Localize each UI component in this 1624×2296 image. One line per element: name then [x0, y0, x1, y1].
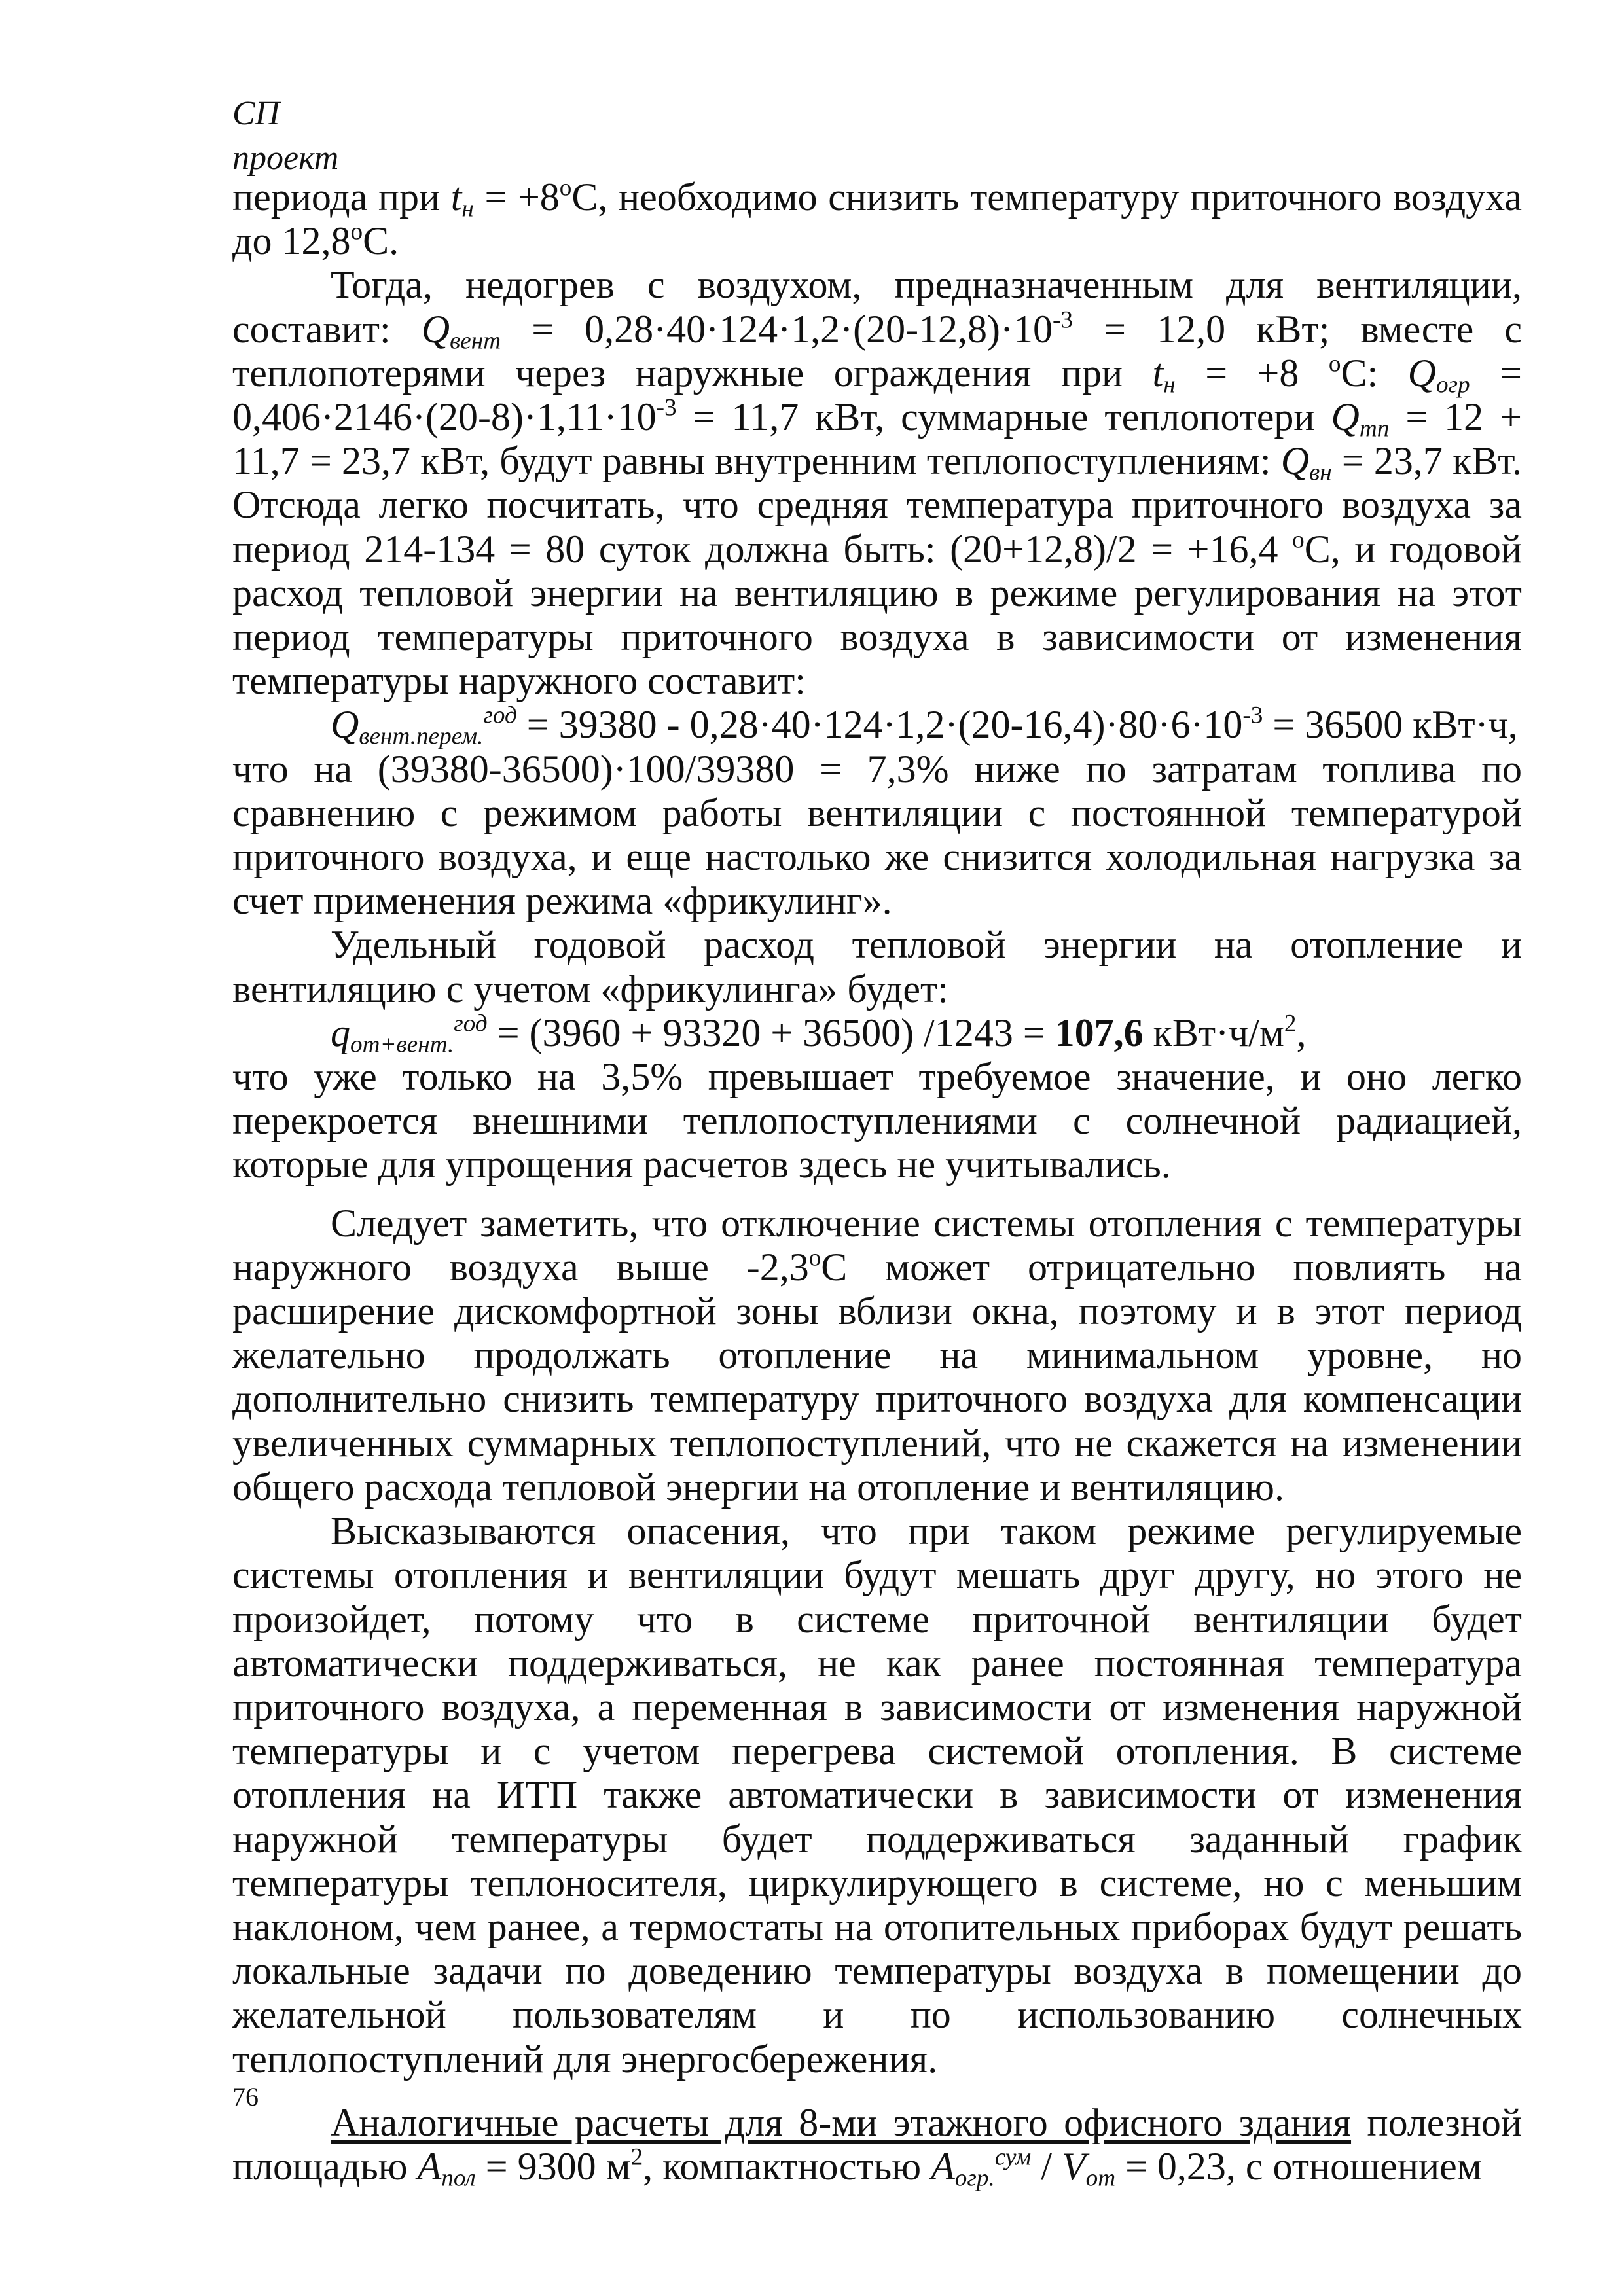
- running-header: [232, 92, 338, 181]
- equation-specific: $q_{от+вент.}^{год} = (3960 + 93320 + 36500) /1243 = 107,6$ $кВт\cdot ч/м^2$,: [331, 1010, 1307, 1058]
- paragraph-2: Тогда, недогрев с воздухом, предназначенным для вентиляции, составит: $Q_{вент} = 0,28\cdot 40\cdot 124\cdot 1,2\cdot(20-12,8)\cdot 10^{-3} = 12,0$ кВт; вместе с теплопотерями через наружные ограждения при $t_н = +8$ $^о$С: $Q_{огр} = 0,406\cdot 2146\cdot(20-8)\cdot 1,11\cdot 10^{-3} = 11,7$ кВт, суммарные теплопотери $Q_{тп} = 12 + 11,7 = 23,7$ кВт, будут равны внутренним теплопоступлениям: $Q_{вн} = 23,7$ кВт. Отсюда легко посчитать, что средняя температура приточного воздуха за период 214-134 = 80 суток должна быть: (20+12,8)/2 = +16,4 $^о$С, и годовой расход тепловой энергии на вентиляцию в режиме регулирования на этот период температуры приточного воздуха в зависимости от изменения температуры наружного составит:: [232, 263, 1522, 703]
- paragraph-7: Высказываются опасения, что при таком режиме регулируемые системы отопления и вентиляции будут мешать друг другу, но этого не произойдет, потому что в системе приточной вентиляции будет автоматически поддерживаться, не как ранее постоянная температура приточного воздуха, а переменная в зависимости от изменения наружной температуры и с учетом перегрева системой отопления. В системе отопления на ИТП также автоматически в зависимости от изменения наружной температуры будет поддерживаться заданный график температуры теплоносителя, циркулирующего в системе, но с меньшим наклоном, чем ранее, а термостаты на отопительных приборах будут решать локальные задачи по доведению температуры воздуха в помещении до желательной пользователям и по использованию солнечных теплопоступлений для энергосбережения.: [232, 1509, 1522, 2081]
- header-line-2: проект: [232, 139, 339, 177]
- equation-ventilation: $Q_{вент.перем.}^{год} = 39380 - 0,28\cdot 40\cdot 124\cdot 1,2\cdot(20-16,4)\cdot 80\cdot 6\cdot 10^{-3} = 36500$ кВт·ч,: [331, 702, 1518, 750]
- page-number: 76: [232, 2082, 259, 2111]
- paragraph-3: что на (39380-36500)·100/39380 = 7,3% ниже по затратам топлива по сравнению с режимом работы вентиляции с постоянной температурой приточного воздуха, и еще настолько же снизится холодильная нагрузка за счет применения режима «фрикулинг».: [232, 747, 1522, 923]
- paragraph-1: периода при $t_н = +8^оС$, необходимо снизить температуру приточного воздуха до $12,8^оС$.: [232, 174, 1523, 263]
- paragraph-6: Следует заметить, что отключение системы отопления с температуры наружного воздуха выше $-2,3^оС$ может отрицательно повлиять на расширение дискомфортной зоны вблизи окна, поэтому и в этот период желательно продолжать отопление на минимальном уровне, но дополнительно снизить температуру приточного воздуха для компенсации увеличенных суммарных теплопоступлений, что не скажется на изменении общего расхода тепловой энергии на отопление и вентиляцию.: [232, 1201, 1522, 1509]
- paragraph-5: что уже только на 3,5% превышает требуемое значение, и оно легко перекроется внешними теплопоступлениями с солнечной радиацией, которые для упрощения расчетов здесь не учитывались.: [232, 1055, 1522, 1187]
- paragraph-8: Аналогичные расчеты для 8-ми этажного офисного здания полезной площадью $A_{пол} = 9300$ $м^2$, компактностью $A_{огр.}^{сум} / V_{от} = 0,23$, с отношением: [232, 2100, 1523, 2192]
- paragraph-4: Удельный годовой расход тепловой энергии на отопление и вентиляцию с учетом «фрикулинга» будет:: [232, 923, 1522, 1011]
- body-text: [232, 174, 1523, 2192]
- header-line-1: СП: [232, 95, 280, 132]
